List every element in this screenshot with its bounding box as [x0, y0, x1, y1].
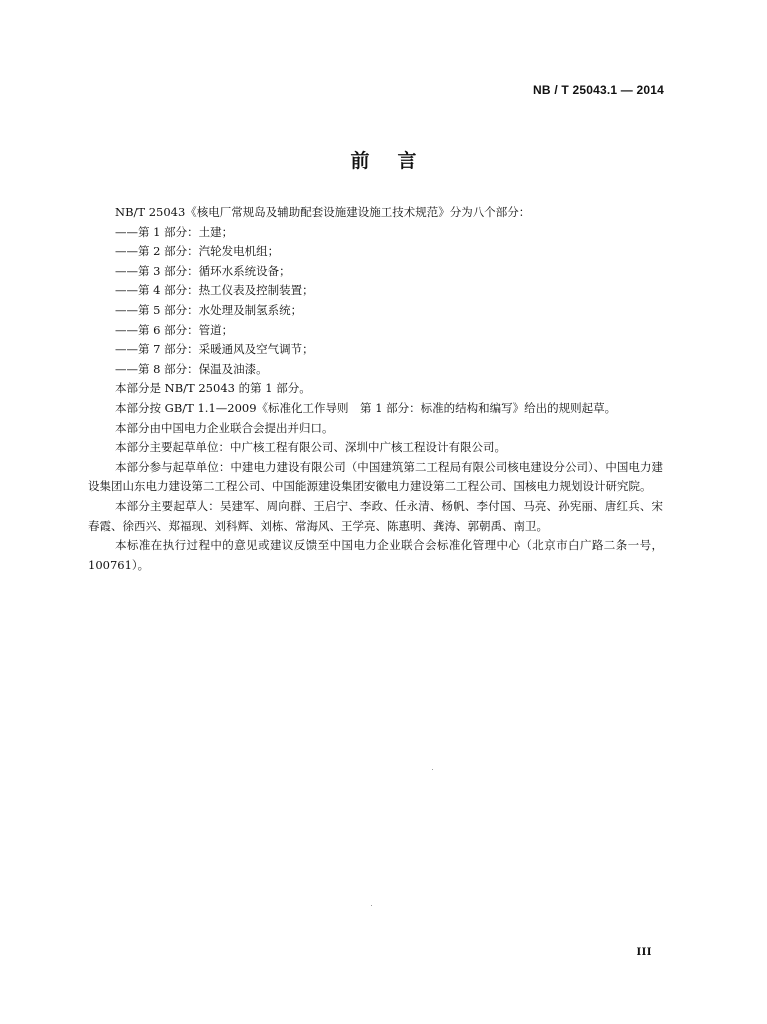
- page-number: III: [636, 947, 652, 958]
- list-item: ——第 7 部分：采暖通风及空气调节；: [115, 342, 314, 357]
- list-item: ——第 5 部分：水处理及制氢系统；: [115, 302, 303, 317]
- list-item: ——第 8 部分：保温及油漆。: [115, 361, 268, 376]
- list-item: ——第 4 部分：热工仪表及控制装置；: [115, 283, 314, 298]
- main-drafting-units-paragraph: 本部分主要起草单位：中广核工程有限公司、深圳中广核工程设计有限公司。: [115, 440, 506, 455]
- scan-speck: [371, 905, 372, 906]
- main-drafters-paragraph: 本部分主要起草人：吴建军、周向群、王启宁、李政、任永清、杨帆、李付国、马亮、孙宪丽、唐红兵、宋春霞、徐西兴、郑福现、刘科辉、刘栋、常海风、王学亮、陈惠明、龚涛、郭朝禹、南卫。: [88, 498, 663, 533]
- feedback-paragraph: 本标准在执行过程中的意见或建议反馈至中国电力企业联合会标准化管理中心（北京市白广路二条一号，100761）。: [88, 538, 663, 572]
- foreword-body: [88, 203, 663, 575]
- list-item: ——第 6 部分：管道；: [115, 322, 234, 337]
- scan-speck: [432, 769, 433, 770]
- list-item: ——第 1 部分：土建；: [115, 224, 234, 239]
- part-statement: 本部分是 NB/T 25043 的第 1 部分。: [115, 381, 311, 396]
- proposer-paragraph: 本部分由中国电力企业联合会提出并归口。: [115, 420, 334, 435]
- standard-code: NB / T 25043.1 — 2014: [533, 83, 664, 97]
- page-title: 前言: [350, 150, 445, 172]
- intro-paragraph: NB/T 25043《核电厂常规岛及辅助配套设施建设施工技术规范》分为八个部分：: [115, 205, 531, 219]
- list-item: ——第 3 部分：循环水系统设备；: [115, 263, 291, 278]
- participating-units-paragraph: 本部分参与起草单位：中建电力建设有限公司（中国建筑第二工程局有限公司核电建设分公司）、中国电力建设集团山东电力建设第二工程公司、中国能源建设集团安徽电力建设第二工程公司、国核电力规划设计研究院。: [88, 459, 663, 494]
- drafting-rules-paragraph: 本部分按 GB/T 1.1—2009《标准化工作导则 第 1 部分：标准的结构和编写》给出的规则起草。: [115, 400, 617, 415]
- list-item: ——第 2 部分：汽轮发电机组；: [115, 244, 280, 259]
